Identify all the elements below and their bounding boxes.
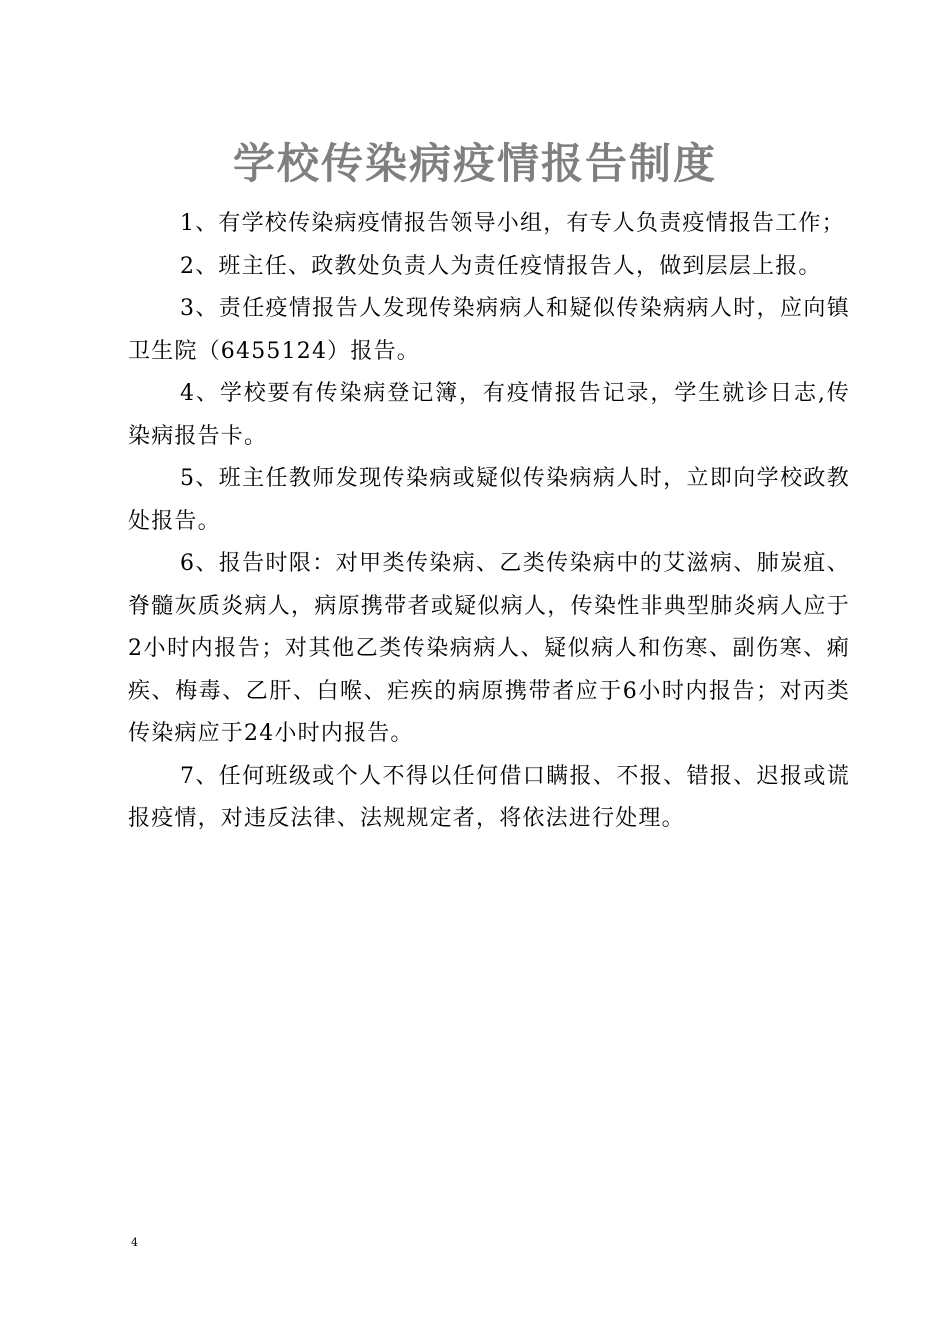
document-body bbox=[128, 203, 850, 841]
paragraph-4: 4、学校要有传染病登记簿，有疫情报告记录，学生就诊日志,传染病报告卡。 bbox=[128, 381, 850, 449]
paragraph-3: 3、责任疫情报告人发现传染病病人和疑似传染病病人时，应向镇卫生院（6455124）报告。 bbox=[128, 296, 850, 364]
paragraph-6: 6、报告时限：对甲类传染病、乙类传染病中的艾滋病、肺炭疽、脊髓灰质炎病人，病原携带者或疑似病人，传染性非典型肺炎病人应于2小时内报告；对其他乙类传染病病人、疑似病人和伤寒、副伤寒、痢疾、梅毒、乙肝、白喉、疟疾的病原携带者应于6小时内报告；对丙类传染病应于24小时内报告。 bbox=[128, 551, 850, 746]
document-title: 学校传染病疫情报告制度 bbox=[232, 139, 717, 189]
paragraph-7: 7、任何班级或个人不得以任何借口瞒报、不报、错报、迟报或谎报疫情，对违反法律、法规规定者，将依法进行处理。 bbox=[128, 763, 850, 831]
page-number: 4 bbox=[131, 1236, 138, 1249]
paragraph-1: 1、有学校传染病疫情报告领导小组，有专人负责疫情报告工作； bbox=[180, 211, 845, 236]
paragraph-2: 2、班主任、政教处负责人为责任疫情报告人，做到层层上报。 bbox=[180, 253, 822, 279]
paragraph-5: 5、班主任教师发现传染病或疑似传染病病人时，立即向学校政教处报告。 bbox=[128, 466, 850, 534]
